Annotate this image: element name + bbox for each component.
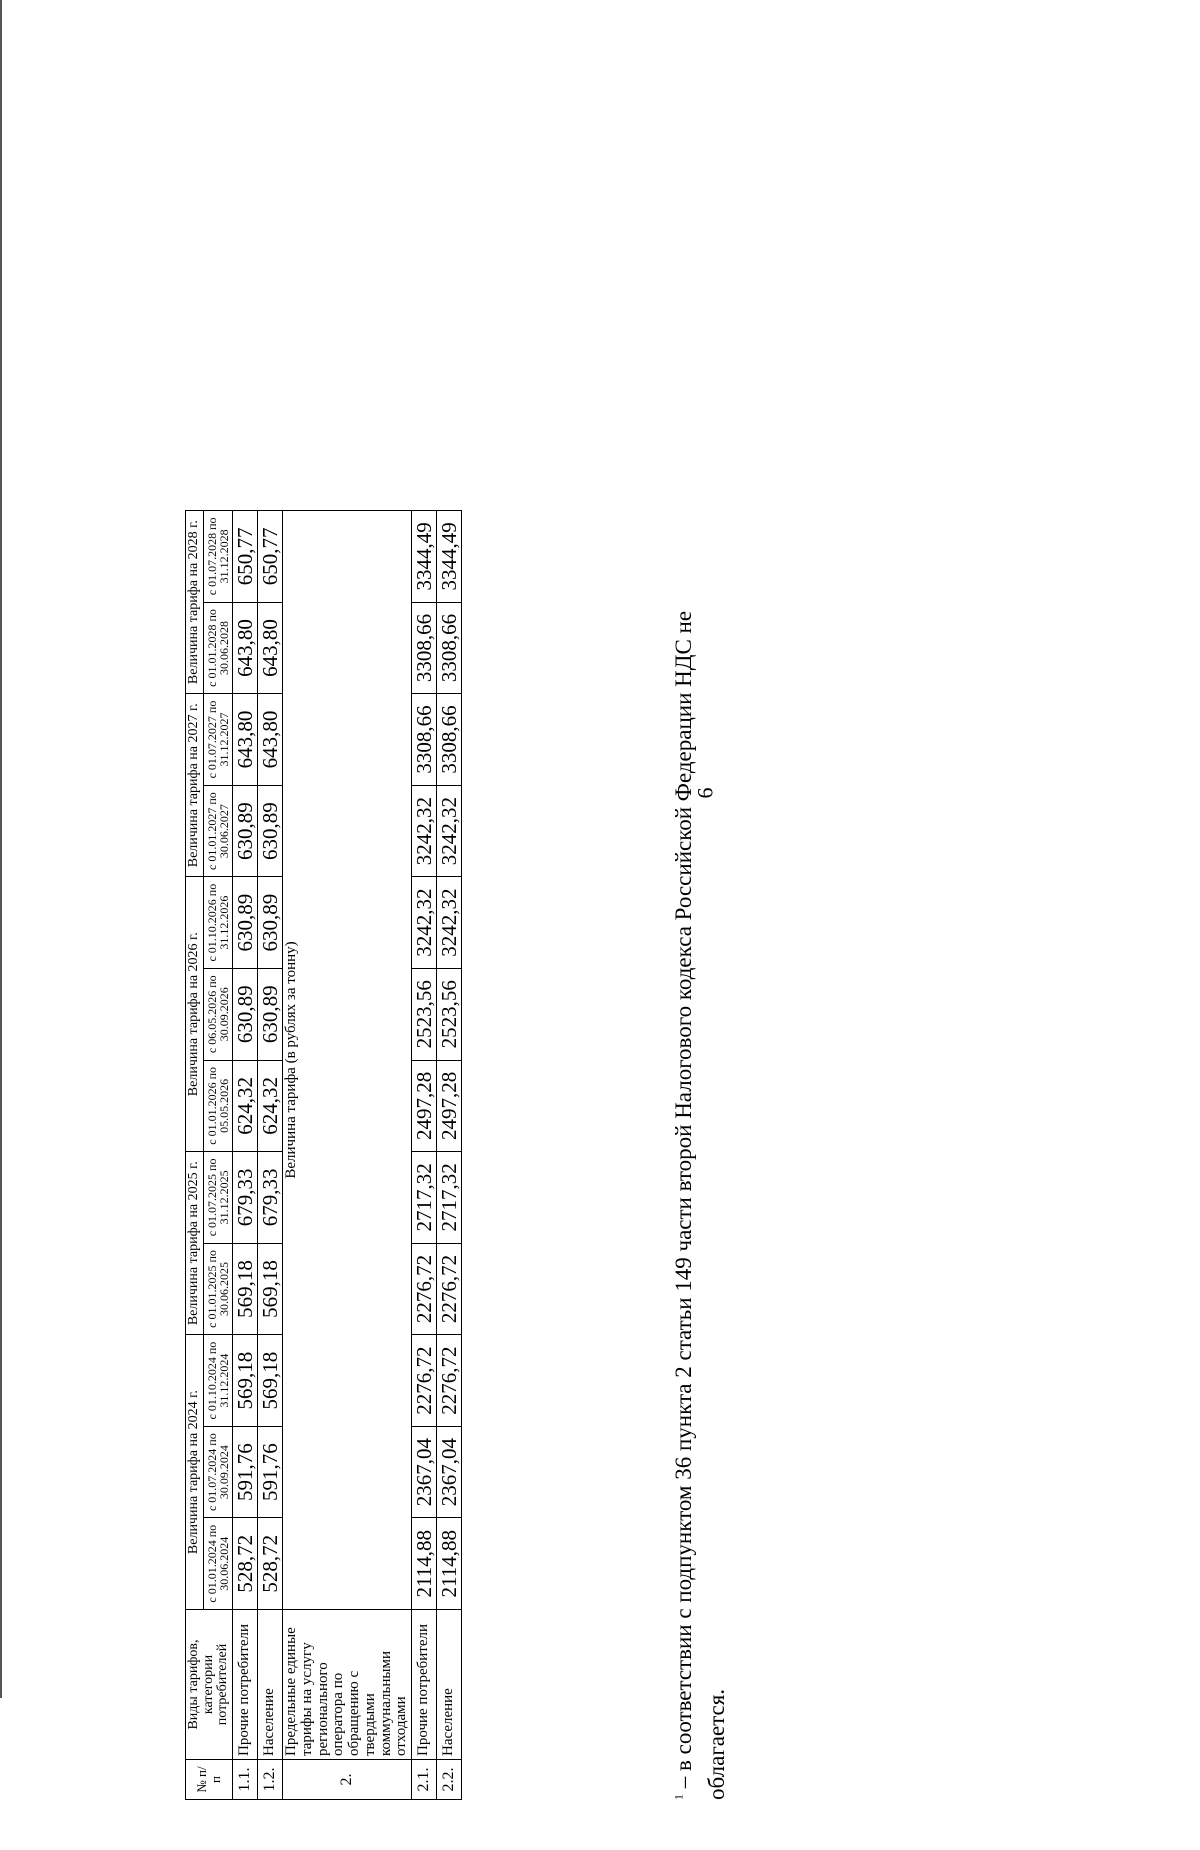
row-number: 2.2. [437, 1760, 462, 1800]
tariff-value: 650,77 [258, 511, 283, 603]
tariff-value: 2276,72 [412, 1335, 437, 1427]
tariff-value: 2276,72 [412, 1243, 437, 1335]
tariff-value: 624,32 [233, 1060, 258, 1152]
tariff-value: 2497,28 [437, 1060, 462, 1152]
tariff-value: 3242,32 [412, 877, 437, 969]
tariff-value: 2523,56 [412, 968, 437, 1060]
section-row [283, 511, 412, 1800]
period-cell: с 01.01.2026 по 05.05.2026 [204, 1060, 233, 1152]
tariff-value: 630,89 [258, 877, 283, 969]
tariff-value: 2276,72 [437, 1335, 462, 1427]
tariff-value: 2717,32 [437, 1152, 462, 1244]
row-number: 2.1. [412, 1760, 437, 1800]
tariff-value: 643,80 [233, 694, 258, 786]
table-row [233, 511, 258, 1800]
tariff-value: 3308,66 [437, 694, 462, 786]
tariff-value: 3242,32 [437, 785, 462, 877]
tariff-value: 2717,32 [412, 1152, 437, 1244]
tariff-value: 528,72 [233, 1518, 258, 1610]
tariff-value: 2523,56 [437, 968, 462, 1060]
tariff-value: 630,89 [233, 877, 258, 969]
tariff-value: 2276,72 [437, 1243, 462, 1335]
tariff-value: 2114,88 [437, 1518, 462, 1610]
tariff-value: 643,80 [258, 602, 283, 694]
period-cell: с 01.07.2025 по 31.12.2025 [204, 1152, 233, 1244]
period-cell: с 01.01.2024 по 30.06.2024 [204, 1518, 233, 1610]
header-year-2026: Величина тарифа на 2026 г. [186, 877, 204, 1152]
tariff-value: 569,18 [258, 1335, 283, 1427]
tariff-value: 569,18 [258, 1243, 283, 1335]
header-year-2025: Величина тарифа на 2025 г. [186, 1152, 204, 1335]
tariff-value: 2114,88 [412, 1518, 437, 1610]
tariff-value: 591,76 [258, 1426, 283, 1518]
table-row [258, 511, 283, 1800]
tariff-value: 3344,49 [437, 511, 462, 603]
period-cell: с 06.05.2026 по 30.09.2026 [204, 968, 233, 1060]
tariff-value: 591,76 [233, 1426, 258, 1518]
tariff-value: 569,18 [233, 1243, 258, 1335]
row-number: 1.1. [233, 1760, 258, 1800]
footnote-mark: 1 [671, 1794, 686, 1800]
header-year-2024: Величина тарифа на 2024 г. [186, 1335, 204, 1610]
tariff-value: 528,72 [258, 1518, 283, 1610]
tariff-value: 643,80 [233, 602, 258, 694]
tariff-value: 2497,28 [412, 1060, 437, 1152]
period-cell: с 01.01.2028 по 30.06.2028 [204, 602, 233, 694]
period-cell: с 01.10.2024 по 31.12.2024 [204, 1335, 233, 1427]
row-category: Население [437, 1610, 462, 1760]
tariff-value: 3308,66 [437, 602, 462, 694]
period-cell: с 01.01.2027 по 30.06.2027 [204, 785, 233, 877]
section-number: 2. [283, 1760, 412, 1800]
header-year-2028: Величина тарифа на 2028 г. [186, 511, 204, 694]
footnote [667, 500, 734, 1800]
row-category: Население [258, 1610, 283, 1760]
section-title: Предельные единые тарифы на услугу регионального оператора по обращению с твердыми коммунальными отходами [283, 1610, 412, 1760]
tariff-value: 3242,32 [437, 877, 462, 969]
tariff-value: 679,33 [233, 1152, 258, 1244]
tariff-value: 3308,66 [412, 602, 437, 694]
tariff-value: 630,89 [258, 968, 283, 1060]
tariff-value: 650,77 [233, 511, 258, 603]
tariff-table [185, 510, 462, 1800]
tariff-value: 630,89 [233, 968, 258, 1060]
header-year-2027: Величина тарифа на 2027 г. [186, 694, 204, 877]
header-kinds: Виды тарифов, категории потребителей [186, 1610, 233, 1760]
tariff-value: 2367,04 [437, 1426, 462, 1518]
row-category: Прочие потребители [233, 1610, 258, 1760]
period-cell: с 01.07.2024 по 30.09.2024 [204, 1426, 233, 1518]
header-row-years [186, 511, 204, 1800]
section-unit: Величина тарифа (в рублях за тонну) [283, 511, 412, 1610]
scan-edge [0, 0, 2, 1698]
header-no: № п/п [186, 1760, 233, 1800]
footnote-text: – в соответствии с подпунктом 36 пункта 2 статьи 149 части второй Налогового кодекса Российской Федерации НДС не облагается. [671, 610, 730, 1800]
row-category: Прочие потребители [412, 1610, 437, 1760]
table-row [437, 511, 462, 1800]
tariff-value: 630,89 [258, 785, 283, 877]
tariff-value: 569,18 [233, 1335, 258, 1427]
period-cell: с 01.01.2025 по 30.06.2025 [204, 1243, 233, 1335]
tariff-value: 2367,04 [412, 1426, 437, 1518]
tariff-value: 643,80 [258, 694, 283, 786]
period-cell: с 01.10.2026 по 31.12.2026 [204, 877, 233, 969]
page-number: 6 [692, 787, 718, 799]
table-body [233, 511, 462, 1800]
tariff-value: 679,33 [258, 1152, 283, 1244]
table-row [412, 511, 437, 1800]
period-cell: с 01.07.2027 по 31.12.2027 [204, 694, 233, 786]
rotated-page-content [185, 390, 730, 1850]
period-cell: с 01.07.2028 по 31.12.2028 [204, 511, 233, 603]
header-row-periods [204, 511, 233, 1800]
tariff-value: 624,32 [258, 1060, 283, 1152]
tariff-value: 630,89 [233, 785, 258, 877]
row-number: 1.2. [258, 1760, 283, 1800]
tariff-value: 3242,32 [412, 785, 437, 877]
tariff-value: 3344,49 [412, 511, 437, 603]
tariff-value: 3308,66 [412, 694, 437, 786]
